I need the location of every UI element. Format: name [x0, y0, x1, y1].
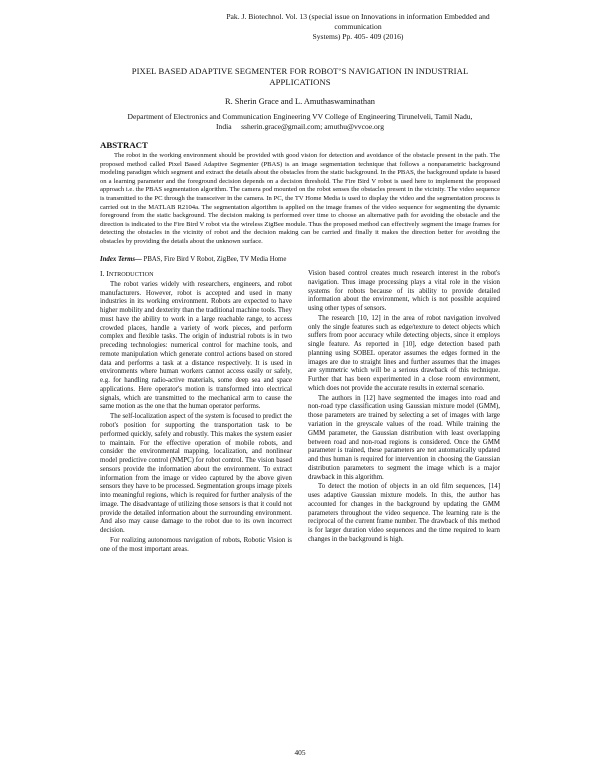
abstract-text: The robot in the working environment should be provided with good vision for detection and avoidance of the obstacle present in the path. The proposed method called Pixel Based Adaptive Segmenter (PBAS) is an image segmentation technique that follows a nonparametric background modeling paradigm which segment and extract the details about the obstacles from the static background. In the PBAS, the background update is based on a learning parameter and the foreground decision depends on a decision threshold. The Fire Bird V robot is used here to implement the proposed approach i.e. the PBAS segmentation algorithm. The camera pod mounted on the robot senses the obstacles present in the vicinity. The video sequence is transmitted to the PC through the transceiver in the camera. In PC, the TV Home Media is used to display the video and the segmentation process is carried out in the MATLAB R2104a. The segmentation algorithm is applied on the image frames of the video sequence for segmenting the dynamic foreground from the static background. The decision making is performed over time to choose an alternative path for avoiding the obstacle and the direction is indicated to the Fire Bird V robot via the wireless ZigBee module. Thus the proposed method can effectively segment the image frames for detecting the obstacles in the vicinity of robot and the decision making can be carried and finally it makes the direction better for avoiding the obstacles by providing the details about the unknown surface. — [100, 152, 500, 245]
left-paragraph-2: The self-localization aspect of the system is focused to predict the robot's position for supporting the transportation task to be performed quickly, safely and robustly. This makes the system easier to maintain. For the effective operation of mobile robots, and consider the environmental mapping, localization, and nonlinear model predictive control (NMPC) for robot control. The vision based sensors provide the information about the environment. To extract information from the image or video captured by the above given sensors they have to be processed. Segmentation groups image pixels into meaningful regions, which is required for further analysis of the image. The disadvantage of utilizing those sensors is that it could not provide the detailed information about the surrounding environment. And also may cause damage to the robot due to its own incorrect decision. — [100, 413, 292, 535]
journal-line-2: Systems) Pp. 405- 409 (2016) — [312, 32, 404, 41]
title-line-1: PIXEL BASED ADAPTIVE SEGMENTER FOR ROBOT’S NAVIGATION IN INDUSTRIAL — [131, 66, 469, 76]
paper-title — [90, 66, 510, 88]
section-title: NTRODUCTION — [108, 271, 154, 278]
right-column — [308, 270, 500, 546]
affiliation-line-2: India ssherin.grace@gmail.com; amuthu@vvcoe.org — [216, 122, 384, 131]
title-line-2: APPLICATIONS — [269, 77, 331, 87]
section-number: I. I — [100, 269, 109, 278]
right-paragraph-1: Vision based control creates much research interest in the robot's navigation. Thus image processing plays a vital role in the vision systems for robots because of its ability to provide detailed information about the environment, which is not possible acquired using other types of sensors. — [308, 270, 500, 313]
right-paragraph-2: The research [10, 12] in the area of robot navigation involved only the single features such as edge/texture to detect objects which suffers from poor accuracy while detecting objects, since it employs single feature. As reported in [10], edge detection based path planning using SOBEL operator assumes the edges formed in the images are due to straight lines and further assumes that the images are symmetric which will be a serious drawback of this technique. Further that has been experimented in a close room environment, which does not provide the accurate results in external scenario. — [308, 314, 500, 392]
page-number: 405 — [294, 748, 306, 757]
section-heading-introduction — [100, 270, 292, 280]
journal-line-1: Pak. J. Biotechnol. Vol. 13 (special issue on Innovations in information Embedded and communication — [226, 12, 490, 31]
affiliation-line-1: Department of Electronics and Communication Engineering VV College of Engineering Tirunelveli, Tamil Nadu, — [127, 112, 473, 121]
right-paragraph-4: To detect the motion of objects in an old film sequences, [14] uses adaptive Gaussian mixture models. In this, the author has accounted for changes in the background by updating the GMM parameters throughout the video sequence. The learning rate is the reciprocal of the current frame number. The drawback of this method is for larger duration video sequences and the time required to learn changes in the background is high. — [308, 483, 500, 543]
abstract-heading: ABSTRACT — [100, 140, 148, 150]
left-column — [100, 270, 292, 556]
journal-header — [208, 12, 508, 42]
index-terms-label: Index Terms— — [100, 256, 142, 263]
affiliation — [60, 112, 540, 132]
left-paragraph-1: The robot varies widely with researchers, engineers, and robot manufacturers. However, robot is accepted and used in many industries in its working environment. Robots are expected to have higher mobility and dexterity than the traditional machine tools. They must have the ability to work in a large reachable range, to access crowded places, handle a variety of work pieces, and perform complex and flexible tasks. The origin of industrial robots is in two preceding technologies: numerical control for machine tools, and remote manipulation which generate control actions based on stored data and performs a task at a distance respectively. It is used in environments where human workers cannot access easily or safely, e.g. for handling radio-active materials, some deep sea and space applications. Here operator's motion is transformed into electrical signals, which are transmitted to the mechanical arm to cause the same motion as the one that the human operator performs. — [100, 280, 292, 411]
left-paragraph-3: For realizing autonomous navigation of robots, Robotic Vision is one of the most important areas. — [100, 536, 292, 553]
authors: R. Sherin Grace and L. Amuthaswaminathan — [224, 97, 375, 106]
right-paragraph-3: The authors in [12] have segmented the images into road and non-road type classification using Gaussian mixture model (GMM), those parameters are trained by selecting a set of images with large variation in the greyscale values of the road. While training the GMM parameter, the Gaussian distribution with least overlapping between road and non-road regions is considered. Once the GMM parameter is trained, these parameters are not automatically updated and thus human is required for intervention in choosing the Gaussian distribution parameters to segment the image which is a major drawback in this algorithm. — [308, 394, 500, 481]
index-terms-text: PBAS, Fire Bird V Robot, ZigBee, TV Media Home — [141, 256, 287, 263]
index-terms — [100, 255, 500, 264]
